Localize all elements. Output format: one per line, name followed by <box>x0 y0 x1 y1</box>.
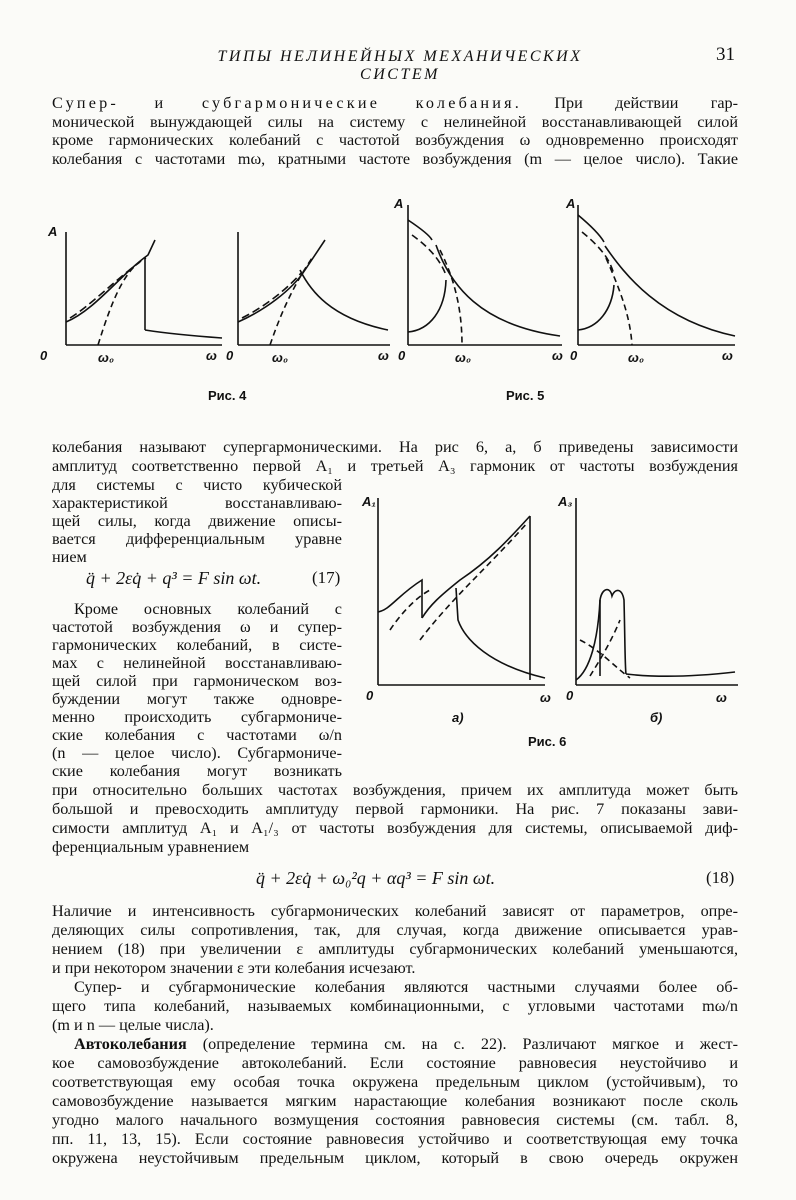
fig6-origin-a: 0 <box>366 688 374 703</box>
para4-line-2: деляющих силы сопротивления, так, для случая, когда движение описывается урав- <box>52 921 738 939</box>
intro-line-2: монической вынуждающей силы на систему с нелинейной восстанавливающей силой <box>52 113 738 131</box>
fig5b-origin-label: 0 <box>570 348 578 363</box>
equation-17: q̈ + 2εq̇ + q³ = F sin ωt. <box>86 568 262 588</box>
equation-17-number: (17) <box>312 568 341 587</box>
fig5-tick-label: ω₀ <box>455 350 471 365</box>
fig6-axis-x-b: ω <box>716 690 727 705</box>
left-col2-line-9: (n — целое число). Субгармониче- <box>52 744 342 762</box>
para3-line-4: ференциальным уравнением <box>52 838 250 856</box>
fig4-caption: Рис. 4 <box>208 388 247 403</box>
para3-line-2: большой и превосходить амплитуду первой гармоники. На рис. 7 показаны зави- <box>52 800 738 818</box>
left-col2-line-7: менно происходить субгармониче- <box>52 708 342 726</box>
autooscillation-heading: Автоколебания <box>74 1035 187 1053</box>
left-col-line-1: для системы с чисто кубической <box>52 476 342 494</box>
para4-line-4: и при некотором значении ε эти колебания исчезают. <box>52 959 416 977</box>
fig5b-axis-x-label: ω <box>722 348 733 363</box>
fig6-panel-b <box>576 498 738 685</box>
fig4-tick-label: ω₀ <box>98 350 114 365</box>
equation-18: q̈ + 2εq̇ + ω₀²q + αq³ = F sin ωt. <box>256 868 496 888</box>
left-col-line-5: нием <box>52 548 87 566</box>
para6-line-4: самовозбуждение называется мягким нарастающие колебания возникают после сколь <box>52 1092 738 1110</box>
page-number: 31 <box>716 44 735 65</box>
fig5b-tick-label: ω₀ <box>628 350 644 365</box>
fig6-label-b: б) <box>650 710 663 725</box>
fig6-axis-b-label: A₃ <box>558 494 573 509</box>
intro-text: При действии гар- <box>554 94 738 112</box>
fig4-axis-x-label: ω <box>206 348 217 363</box>
left-col2-line-10: ские колебания могут возникать <box>52 762 342 780</box>
intro-line-3: кроме гармонических колебаний с частотой возбуждения ω одновременно происходят <box>52 131 738 149</box>
left-col2-line-3: гармонических колебаний, в систе- <box>52 636 342 654</box>
fig6-panel-a <box>378 498 545 685</box>
fig6-caption: Рис. 6 <box>528 734 567 749</box>
para5-line-1: Супер- и субгармонические колебания являются частными случаями более об- <box>74 978 738 996</box>
equation-18-number: (18) <box>706 868 735 887</box>
para3-line-3: симости амплитуд A₁ и A₁/₃ от частоты возбуждения для системы, описываемой диф- <box>52 819 738 837</box>
para6-line-3: соответствующая ему особая точка окружена предельным циклом (устойчивым), то <box>52 1073 738 1091</box>
fig6-label-a: а) <box>452 710 464 725</box>
fig4b-axis-x-label: ω <box>378 348 389 363</box>
left-col2-line-4: мах с нелинейной восстанавливаю- <box>52 654 342 672</box>
para6-line-2: кое самовозбуждение автоколебаний. Если состояние равновесия неустойчиво и <box>52 1054 738 1072</box>
fig4-origin-label: 0 <box>40 348 48 363</box>
fig4b-origin-label: 0 <box>226 348 234 363</box>
left-col2-line-2: частотой возбуждения ω и супер- <box>52 618 342 636</box>
left-col-line-2: характеристикой восстанавливаю- <box>52 494 342 512</box>
fig4b-tick-label: ω₀ <box>272 350 288 365</box>
fig6-axis-a-label: A₁ <box>362 494 376 509</box>
para6-line-1: Автоколебания (определение термина см. на с. 22). Различают мягкое и жест- <box>52 1035 738 1053</box>
fig5-caption: Рис. 5 <box>506 388 545 403</box>
left-col2-line-1: Кроме основных колебаний с <box>74 600 342 618</box>
fig6-origin-b: 0 <box>566 688 574 703</box>
intro-line-4: колебания с частотами mω, кратными частоте возбуждения (m — целое число). Такие <box>52 150 738 168</box>
para4-line-1: Наличие и интенсивность субгармонических колебаний зависят от параметров, опре- <box>52 902 738 920</box>
fig5b-axis-y-label: A <box>566 196 576 211</box>
para3-line-1: при относительно больших частотах возбуждения, причем их амплитуда может быть <box>52 781 738 799</box>
para5-line-2: щего типа колебаний, называемых комбинационными, с угловыми частотами mω/n <box>52 997 738 1015</box>
para2-line-1: колебания называют супергармоническими. На рис 6, а, б приведены зависимости <box>52 438 738 456</box>
left-col-line-4: вается дифференциальным уравне <box>52 530 342 548</box>
fig4-axis-y-label: A <box>48 224 58 239</box>
running-header: ТИПЫ НЕЛИНЕЙНЫХ МЕХАНИЧЕСКИХ СИСТЕМ <box>217 48 583 83</box>
para6-line-6: пп. 11, 13, 15). Если состояние равновесия устойчиво и соответствующая ему точка <box>52 1130 738 1148</box>
para6-line-7: окружена неустойчивым предельным циклом, который в свою очередь окружен <box>52 1149 738 1167</box>
fig5-axis-y-label: A <box>394 196 404 211</box>
para4-line-3: нением (18) при увеличении ε амплитуды субгармонических колебаний уменьшаются, <box>52 940 738 958</box>
para6-line-5: угодно малого начального возмущения состояния равновесия системы (см. табл. 8, <box>52 1111 738 1129</box>
para2-line-2: амплитуд соответственно первой A₁ и третьей A₃ гармоник от частоты возбуждения <box>52 457 738 475</box>
fig5-origin-label: 0 <box>398 348 406 363</box>
fig6-axis-x-a: ω <box>540 690 551 705</box>
left-col2-line-8: ские колебания с частотами ω/n <box>52 726 342 744</box>
fig5-axis-x-label: ω <box>552 348 563 363</box>
section-heading: Супер- и субгармонические колебания. <box>52 94 523 112</box>
left-col2-line-5: щей силой при гармоническом воз- <box>52 672 342 690</box>
para5-line-3: (m и n — целые числа). <box>52 1016 214 1034</box>
left-col-line-3: щей силы, когда движение описы- <box>52 512 342 530</box>
left-col2-line-6: буждении могут также одновре- <box>52 690 342 708</box>
